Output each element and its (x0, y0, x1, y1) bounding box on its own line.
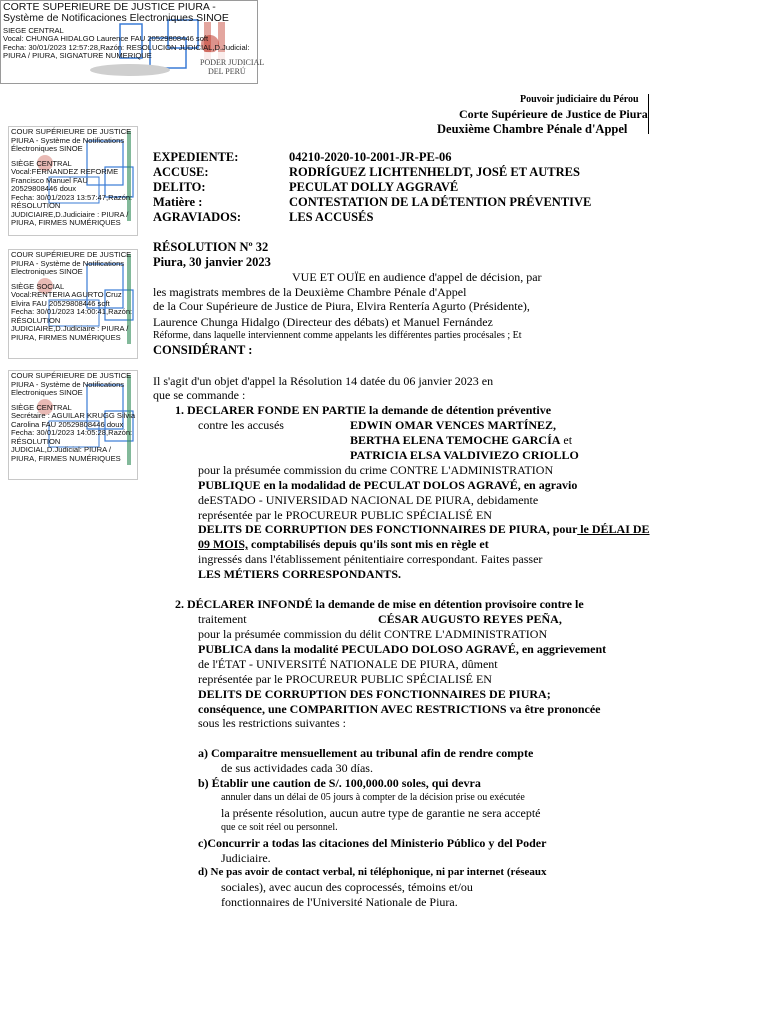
header-divider (648, 94, 649, 134)
item-2-line: de l'ÉTAT - UNIVERSITÉ NATIONALE DE PIURA, dûment (198, 657, 498, 671)
item-1-accused-name: PATRICIA ELSA VALDIVIEZO CRIOLLO (350, 448, 579, 462)
preamble-line: Réforme, dans laquelle interviennent comme appelants les différentes parties procésales ; Et (153, 330, 522, 341)
case-value-agraviados: LES ACCUSÉS (289, 210, 374, 224)
restriction-b: b) Établir une caution de S/. 100,000.00 soles, qui devra (198, 776, 481, 790)
restriction-b-line: que ce soit réel ou personnel. (221, 822, 338, 833)
restriction-b-line: la présente résolution, aucun autre type de garantie ne sera accepté (221, 806, 541, 820)
item-1-line: LES MÉTIERS CORRESPONDANTS. (198, 567, 402, 581)
restriction-b-line: annuler dans un délai de 05 jours à compter de la décision prise ou exécutée (221, 792, 525, 803)
stamp-text: COUR SUPÉRIEURE DE JUSTICE PIURA - Système de Notifications Electroniques SINOE SIÈGE SOCIAL Vocal:RENTERIA AGURTO Cruz Elvira FAU 20529808446 soft Fecha: 30/01/2023 14:00:41,Razón: RÉSOLUTION JUDICIAIRE,D.Judiciaire : PIURA / PIURA, FIRMES NUMÉRIQUES (11, 250, 133, 342)
case-label-accuse: ACCUSE: (153, 165, 209, 179)
intro-line: Il s'agit d'un objet d'appel la Résolution 14 datée du 06 janvier 2023 en (153, 374, 494, 388)
poder-judicial-logo: PODER JUDICIAL DEL PERÚ (200, 58, 265, 76)
item-2-heading: 2. DÉCLARER INFONDÉ la demande de mise en détention provisoire contre le (175, 597, 584, 611)
top-signature-stamp (0, 0, 265, 84)
item-1-line: pour la présumée commission du crime CONTRE L'ADMINISTRATION (198, 463, 554, 477)
restriction-a: a) Comparaitre mensuellement au tribunal afin de rendre compte (198, 746, 534, 760)
header-judiciary: Pouvoir judiciaire du Pérou (520, 94, 639, 105)
preamble-line: de la Cour Supérieure de Justice de Piura, Elvira Rentería Agurto (Présidente), (153, 299, 530, 313)
item-1-line: deESTADO - UNIVERSIDAD NACIONAL DE PIURA, debidamente (198, 493, 539, 507)
item-2-line: PUBLICA dans la modalité PECULADO DOLOSO AGRAVÉ, en aggrievement (198, 642, 607, 656)
item-2-line: traitement (198, 612, 247, 626)
case-label-agraviados: AGRAVIADOS: (153, 210, 241, 224)
item-1-accused-name: BERTHA ELENA TEMOCHE GARCÍA et (350, 433, 573, 447)
item-1-line: PUBLIQUE en la modalidad de PECULAT DOLOS AGRAVÉ, en agravio (198, 478, 578, 492)
item-1-accused-name: EDWIN OMAR VENCES MARTÍNEZ, (350, 418, 557, 432)
item-1-line: ingressés dans l'établissement pénitentiaire correspondant. Faites passer (198, 552, 543, 566)
resolution-number: RÉSOLUTION Nº 32 (153, 240, 269, 254)
stamp-text: COUR SUPÉRIEURE DE JUSTICE PIURA - Système de Notifications Électroniques SINOE SIÈGE CENTRAL Vocal:FERNANDEZ REFORME Francisco Manuel FAU 20529808446 doux Fecha: 30/01/2023 13:57:47,Razón: RÉSOLUTION JUDICIAIRE,D.Judiciaire : PIURA / PIURA, FIRMES NUMÉRIQUES (11, 127, 133, 227)
case-label-matiere: Matière : (153, 195, 203, 209)
item-2-accused-name: CÉSAR AUGUSTO REYES PEÑA, (378, 612, 562, 626)
header-court: Corte Supérieure de Justice de Piura (459, 107, 648, 121)
stamp-text: COUR SUPÉRIEURE DE JUSTICE PIURA - Système de Notifications Electroniques SINOE SIÈGE CENTRAL Secrétaire : AGUILAR KRUGG Silvia Carolina FAU 20529808446 doux Fecha: 30/01/2023 14:05:28,Razón: RÉSOLUTION JUDICIAL,D.Judicial: PIURA / PIURA, FIRMES NUMÉRIQUES (11, 371, 136, 463)
item-2-line: pour la présumée commission du délit CONTRE L'ADMINISTRATION (198, 627, 548, 641)
case-value-delito: PECULAT DOLLY AGGRAVÉ (289, 180, 459, 194)
left-signature-stamp-3 (8, 370, 138, 480)
preamble-line: les magistrats membres de la Deuxième Chambre Pénale d'Appel (153, 285, 467, 299)
restriction-c-line: Judiciaire. (221, 851, 271, 865)
preamble-line: Laurence Chunga Hidalgo (Directeur des débats) et Manuel Fernández (153, 315, 493, 329)
preamble-line: VUE ET OUÏE en audience d'appel de décision, par (292, 270, 542, 284)
stamp-title: CORTE SUPERIEURE DE JUSTICE PIURA - Système de Notificaciones Electroniques SINOE (3, 1, 229, 24)
item-2-line: représentée par le PROCUREUR PUBLIC SPÉCIALISÉ EN (198, 672, 492, 686)
restriction-a-line: de sus actividades cada 30 días. (221, 761, 373, 775)
item-2-line: sous les restrictions suivantes : (198, 716, 346, 730)
left-signature-stamp-1 (8, 126, 138, 236)
case-value-accuse: RODRÍGUEZ LICHTENHELDT, JOSÉ ET AUTRES (289, 165, 580, 179)
restriction-d: d) Ne pas avoir de contact verbal, ni téléphonique, ni par internet (réseaux (198, 866, 547, 878)
intro-line: que se commande : (153, 388, 246, 402)
left-signature-stamp-2 (8, 249, 138, 359)
header-chamber: Deuxième Chambre Pénale d'Appel (437, 122, 628, 136)
item-1-line: contre les accusés (198, 418, 284, 432)
item-1-line: 09 MOIS, comptabilisés depuis qu'ils sont mis en règle et (198, 537, 489, 551)
case-label-expediente: EXPEDIENTE: (153, 150, 239, 164)
item-2-line: DELITS DE CORRUPTION DES FONCTIONNAIRES DE PIURA; (198, 687, 551, 701)
case-label-delito: DELITO: (153, 180, 206, 194)
item-1-line: représentée par le PROCUREUR PUBLIC SPÉCIALISÉ EN (198, 508, 492, 522)
restriction-d-line: fonctionnaires de l'Université Nationale de Piura. (221, 895, 458, 909)
resolution-date: Piura, 30 janvier 2023 (153, 255, 271, 269)
item-1-line: DELITS DE CORRUPTION DES FONCTIONNAIRES DE PIURA, pour le DÉLAI DE (198, 522, 650, 536)
case-value-expediente: 04210-2020-10-2001-JR-PE-06 (289, 150, 452, 164)
stamp-details: SIEGE CENTRAL Vocal: CHUNGA HIDALGO Laurence FAU 20529808446 soft Fecha: 30/01/2023 12:57:28,Razón: RESOLUCION JUDICIAL,D.Judicial: PIURA / PIURA, SIGNATURE NUMERIQUE (3, 26, 250, 60)
restriction-d-line: sociales), avec aucun des coprocessés, témoins et/ou (221, 880, 473, 894)
case-value-matiere: CONTESTATION DE LA DÉTENTION PRÉVENTIVE (289, 195, 592, 209)
item-1-heading: 1. DECLARER FONDE EN PARTIE la demande de détention préventive (175, 403, 552, 417)
item-2-line: conséquence, une COMPARITION AVEC RESTRICTIONS va être prononcée (198, 702, 601, 716)
restriction-c: c)Concurrir a todas las citaciones del Ministerio Público y del Poder (198, 836, 547, 850)
considerant-heading: CONSIDÉRANT : (153, 343, 253, 357)
